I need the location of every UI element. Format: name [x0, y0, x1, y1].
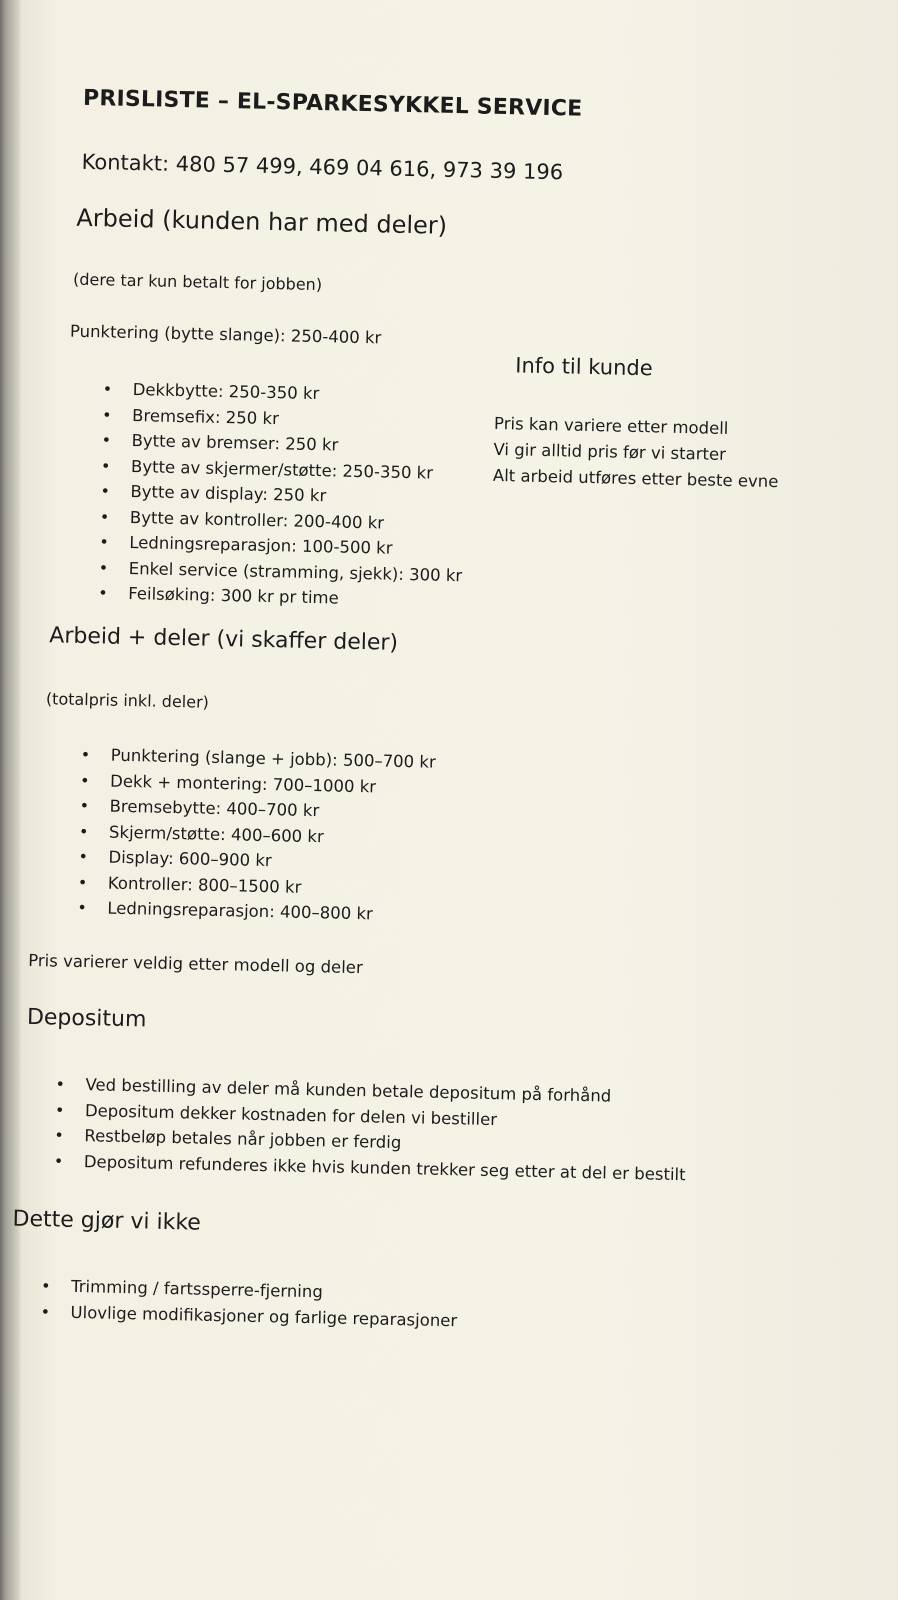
list-item: • Ved bestilling av deler må kunden betale depositum på forhånd: [55, 1071, 687, 1110]
info-line: Pris kan variere etter modell: [493, 413, 729, 439]
list-item: • Display: 600–900 kr: [78, 844, 434, 877]
info-line: Alt arbeid utføres etter beste evne: [492, 465, 779, 492]
list-item: • Bytte av bremser: 250 kr: [101, 427, 465, 460]
list-item: • Skjerm/støtte: 400–600 kr: [79, 818, 435, 851]
list-item: • Ledningsreparasjon: 100-500 kr: [99, 529, 463, 562]
note-work-only: (dere tar kun betalt for jobben): [72, 269, 323, 295]
list-item: • Trimming / fartssperre-fjerning: [41, 1273, 458, 1308]
list-item: • Punktering (slange + jobb): 500–700 kr: [80, 742, 436, 775]
list-item: • Feilsøking: 300 kr pr time: [98, 580, 462, 613]
list-item: • Ulovlige modifikasjoner og farlige reparasjoner: [40, 1299, 457, 1334]
heading-not-done: Dette gjør vi ikke: [12, 1206, 202, 1236]
list-item: • Bremsebytte: 400–700 kr: [79, 793, 435, 826]
list-item: • Restbeløp betales når jobben er ferdig: [54, 1122, 686, 1161]
list-item: • Depositum refunderes ikke hvis kunden trekker seg etter at del er bestilt: [54, 1148, 686, 1187]
list-item: • Bremsefix: 250 kr: [102, 402, 466, 435]
work-parts-list: [77, 742, 436, 928]
contact-line: Kontakt: 480 57 499, 469 04 616, 973 39 196: [81, 149, 564, 185]
heading-deposit: Depositum: [26, 1004, 147, 1033]
not-done-list: [40, 1273, 458, 1334]
parts-footer-note: Pris varierer veldig etter modell og deler: [28, 950, 363, 978]
list-item: • Kontroller: 800–1500 kr: [78, 869, 434, 902]
note-work-parts: (totalpris inkl. deler): [45, 689, 210, 712]
list-item: • Bytte av skjermer/støtte: 250-350 kr: [101, 453, 465, 486]
list-item: • Ledningsreparasjon: 400–800 kr: [77, 895, 433, 928]
info-heading: Info til kunde: [515, 353, 653, 381]
deposit-list: [54, 1071, 688, 1187]
list-item: • Bytte av kontroller: 200-400 kr: [100, 504, 464, 537]
list-item: • Dekkbytte: 250-350 kr: [102, 376, 466, 409]
list-item: • Depositum dekker kostnaden for delen vi bestiller: [55, 1097, 687, 1136]
heading-work-only: Arbeid (kunden har med deler): [76, 203, 448, 240]
list-item: • Bytte av display: 250 kr: [100, 478, 464, 511]
info-line: Vi gir alltid pris før vi starter: [493, 439, 727, 464]
lead-item-puncture: Punktering (bytte slange): 250-400 kr: [69, 321, 382, 348]
list-item: • Dekk + montering: 700–1000 kr: [80, 767, 436, 800]
work-only-list: [98, 376, 466, 613]
list-item: • Enkel service (stramming, sjekk): 300 kr: [99, 555, 463, 588]
heading-work-parts: Arbeid + deler (vi skaffer deler): [49, 623, 399, 656]
document-title: PRISLISTE – EL-SPARKESYKKEL SERVICE: [82, 85, 583, 122]
info-lines: [493, 411, 780, 495]
